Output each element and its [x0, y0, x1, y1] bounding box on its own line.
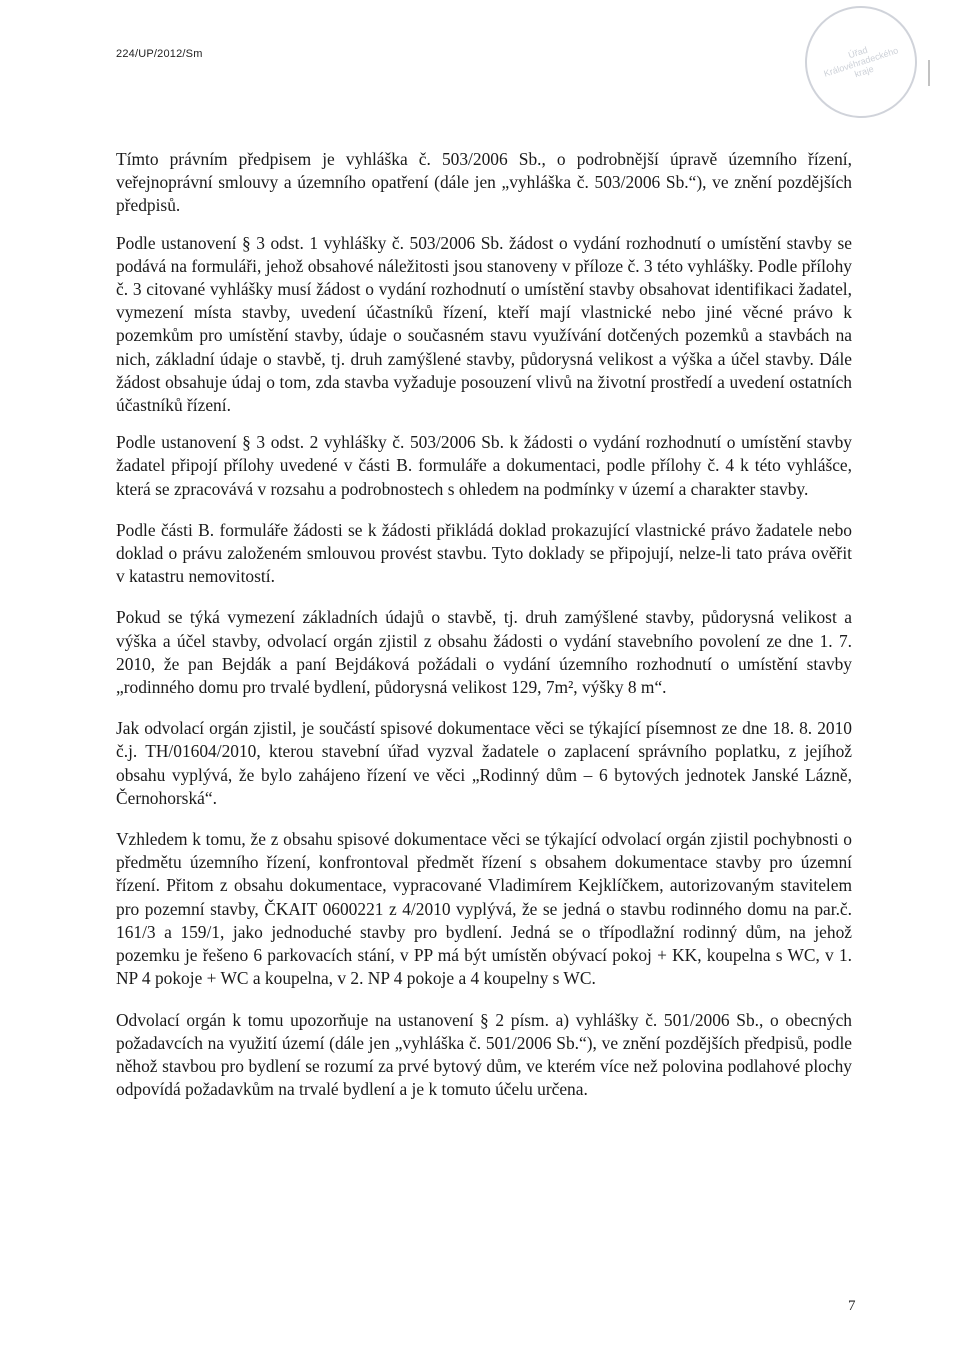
document-body — [116, 148, 852, 1115]
paragraph-7: Vzhledem k tomu, že z obsahu spisové dokumentace věci se týkající odvolací orgán zjistil pochybnosti o předmětu územního řízení, konfrontoval předmět řízení s obsahem dokumentace stavby pro územní řízení. Přitom z obsahu dokumentace, vypracované Vladimírem Kejklíčkem, autorizovaným stavitelem pro pozemní stavby, ČKAIT 0600221 z 4/2010 vyplývá, že se jedná o stavbu rodinného domu na par.č. 161/3 a 159/1, jako jednoduché stavby pro bydlení. Jedná se o třípodlažní rodinný dům, na jehož pozemku je řešeno 6 parkovacích stání, v PP má být umístěn obývací pokoj + KK, koupelna s WC, v 1. NP 4 pokoje + WC a koupelna, v 2. NP 4 pokoje a 4 koupelny s WC. — [116, 829, 852, 989]
paragraph-3: Podle ustanovení § 3 odst. 2 vyhlášky č. 503/2006 Sb. k žádosti o vydání rozhodnutí o umístění stavby žadatel připojí přílohy uvedené v části B. formuláře a dokumentaci, podle přílohy č. 4 k této vyhlášce, která se zpracovává v rozsahu a podrobnostech s ohledem na podmínky v území a charakter stavby. — [116, 432, 852, 499]
margin-mark — [928, 60, 930, 86]
paragraph-6: Jak odvolací orgán zjistil, je součástí spisové dokumentace věci se týkající písemnost ze dne 18. 8. 2010 č.j. TH/01604/2010, kterou stavební úřad vyzval žadatele o zaplacení správního poplatku, z jejíhož obsahu vyplývá, že bylo zahájeno řízení ve věci „Rodinný dům – 6 bytových jednotek Janské Lázně, Černohorská“. — [116, 718, 852, 808]
paragraph-1: Tímto právním předpisem je vyhláška č. 503/2006 Sb., o podrobnější úpravě územního řízení, veřejnoprávní smlouvy a územního opatření (dále jen „vyhláška č. 503/2006 Sb.“), ve znění pozdějších předpisů. — [116, 149, 852, 216]
document-reference: 224/UP/2012/Sm — [116, 48, 203, 60]
official-stamp — [790, 0, 931, 133]
paragraph-4: Podle části B. formuláře žádosti se k žádosti přikládá doklad prokazující vlastnické právo žadatele nebo doklad o právu založeném smlouvou provést stavbu. Tyto doklady se připojují, nelze-li tato práva ověřit v katastru nemovitostí. — [116, 519, 852, 587]
paragraph-2: Podle ustanovení § 3 odst. 1 vyhlášky č. 503/2006 Sb. žádost o vydání rozhodnutí o umístění stavby se podává na formuláři, jehož obsahové náležitosti jsou stanoveny v příloze č. 3 této vyhlášky. Podle přílohy č. 3 citované vyhlášky musí žádost o vydání rozhodnutí o umístění stavby obsahovat identifikaci žadatel, vymezení místa stavby, uvedení účastníků řízení, kteří mají vlastnické nebo jiné věcné právo k pozemkům pro umístění stavby, údaje o současném stavu využívání dotčených pozemků a stavbách na nich, základní údaje o stavbě, tj. druh zamýšlené stavby, půdorysná velikost a výška a účel stavby. Dále žádost obsahuje údaj o tom, zda stavba vyžaduje posouzení vlivů na životní prostředí a uvedení ostatních účastníků řízení. — [116, 232, 852, 416]
stamp-text: Úřad Královéhradeckého kraje — [822, 44, 900, 80]
page-number: 7 — [848, 1298, 856, 1314]
paragraph-5: Pokud se týká vymezení základních údajů o stavbě, tj. druh zamýšlené stavby, půdorysná velikost a výška a účel stavby, odvolací orgán zjistil z obsahu žádosti o vydání stavebního povolení ze dne 1. 7. 2010, že pan Bejdák a paní Bejdáková požádali o vydání územního rozhodnutí o umístění stavby „rodinného domu pro trvalé bydlení, půdorysná velikost 129, 7m², výšky 8 m“. — [116, 607, 852, 698]
paragraph-8: Odvolací orgán k tomu upozorňuje na ustanovení § 2 písm. a) vyhlášky č. 501/2006 Sb., o obecných požadavcích na využití území (dále jen „vyhláška č. 501/2006 Sb.“), ve znění pozdějších předpisů, podle něhož stavbou pro bydlení se rozumí za prvé bytový dům, ve kterém více než polovina podlahové plochy odpovídá požadavkům na trvalé bydlení a je k tomuto účelu určena. — [116, 1009, 852, 1100]
